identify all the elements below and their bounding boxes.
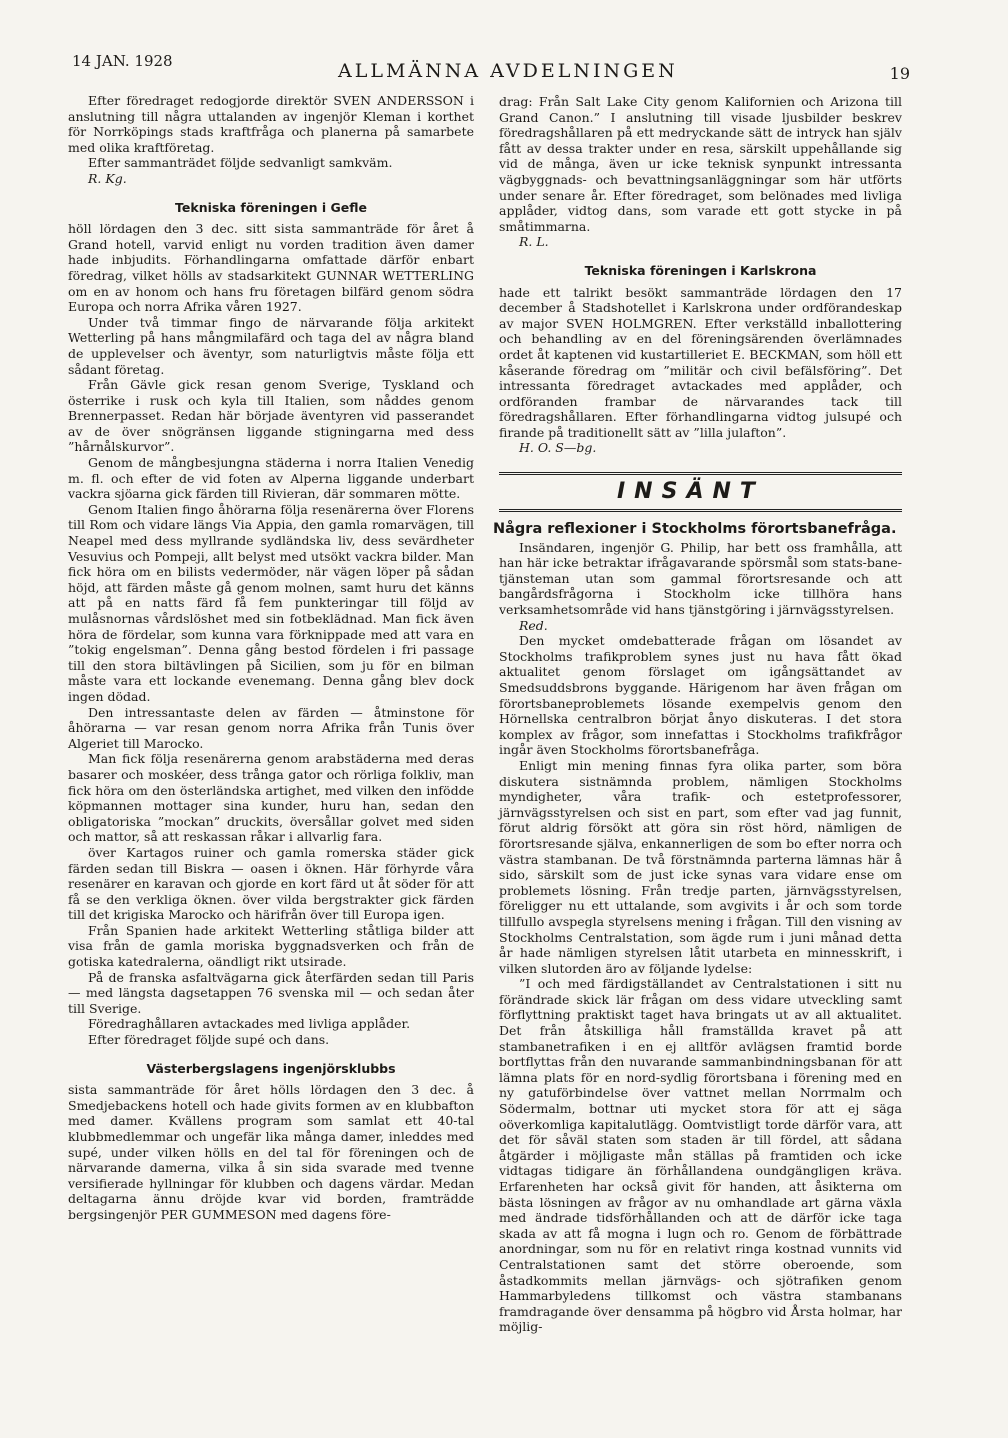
paragraph: Under två timmar fingo de närvarande följa arkitekt Wetterling på hans mångmilafärd och taga del av några bland de upplevelser och äventyr, som naturligtvis måste följa ett sådant företag.: [68, 314, 474, 377]
page-date: 14 JAN. 1928: [72, 52, 173, 70]
right-column: [493, 94, 902, 1335]
paragraph: Insändaren, ingenjör G. Philip, har bett oss framhålla, att han här icke betraktar ifrågavarande spörsmål som stats-bane-tjänsteman utan som gammal förortsresande och att bangårdsfrågorna i Stockholm icke tillhöra hans verksamhetsområde vid hans tjänstgöring i järnvägsstyrelsen.: [499, 539, 902, 618]
paragraph: På de franska asfaltvägarna gick återfärden sedan till Paris — med längsta dagsetappen 76 svenska mil — och sedan åter till Sverige.: [68, 969, 474, 1016]
paragraph: ”I och med färdigställandet av Centralstationen i sitt nu förändrade skick lär frågan om dess vidare utveckling samt förflyttning praktiskt taget hava bringats ut av all aktualitet. Det från åtskilliga håll framställda kravet på att stambanetrafiken i en ej alltför avlägsen framtid borde bortflyttas från den nuvarande sammanbindningsbanan för att lämna plats för en nord-sydlig förortsbana i förening med en ny gatuförbindelse över vattnet mellan Norrmalm och Södermalm, bottnar uti mycket stora för att ej säga oöverkomliga kapitalutlägg. Oomtvistligt torde därför vara, att det för såväl staten som staden är till fördel, att sådana åtgärder i möjligaste mån ställas på framtiden och icke vidtagas tidigare än förhållandena oundgängligen kräva. Erfarenheten har också givit för handen, att åsikterna om bästa lösningen av frågor av nu omhandlade art gärna växla med ändrade tidsförhållanden och att de därför icke taga skada av att få mogna i lugn och ro. Genom de förbättrade anordningar, som nu för en relativt ringa kostnad vunnits vid Centralstationen samt det större oberoende, som åstadkommits mellan järnvägs- och sjötrafiken genom Hammarbyledens tillkomst och västra stambanans framdragande över densamma på högbro vid Årsta holmar, har möjlig-: [499, 976, 902, 1335]
paragraph: Efter föredraget redogjorde direktör SVEN ANDERSSON i anslutning till några uttalanden av ingenjör Kleman i korthet för Norrköpings stads kraftfråga och planerna på samarbete med olika kraftföretag.: [68, 93, 474, 155]
paragraph: höll lördagen den 3 dec. sitt sista sammanträde för året å Grand hotell, varvid enligt nu vorden tradition även damer hade inbjudits. Förhandlingarna omfattade därför enbart föredrag, vilket hölls av stadsarkitekt GUNNAR WETTERLING om en av honom och hans fru företagen bilfärd genom södra Europa och norra Afrika våren 1927.: [68, 221, 474, 315]
page-number: 19: [889, 64, 910, 83]
paragraph: Genom Italien fingo åhörarna följa resenärerna över Florens till Rom och vidare längs Via Appia, den gamla romarvägen, till Neapel med dess myllrande sydländska liv, dess sevärdheter Vesuvius och Pompeji, allt belyst med utsökt vackra bilder. Man fick höra om en bilists vedermöder, när vägen löper på sådan höjd, att färden måste gå genom molnen, samt huru det känns att på en natts färd få fem punkteringar till följd av mulåsnornas vårdslöshet med sin fotbeklädnad. Man fick även höra de fördelar, som kunna vara förknippade med att vara en ”tokig engelsman”. Denna gång bestod fördelen i fri passage till den stora biltävlingen på Sicilien, som ju för en bilman måste vara ett lockande evenemang. Denna gång blev dock ingen dödad.: [68, 501, 474, 704]
paragraph: Den mycket omdebatterade frågan om lösandet av Stockholms trafikproblem synes just nu hava fått ökad aktualitet genom förslaget om igångsättandet av Smedsuddsbrons byggande. Härigenom har även frågan om förortsbaneproblemets lösande exempelvis genom den Hörnellska centralbron börjat ånyo diskuteras. I det stora komplex av frågor, som innefattas i Stockholms trafikfrågor ingår även Stockholms förortsbanefråga.: [499, 633, 902, 758]
left-column: [68, 93, 474, 1223]
heading-gefle: Tekniska föreningen i Gefle: [175, 199, 367, 215]
signature: H. O. S—bg.: [519, 440, 597, 456]
heading-karlskrona: Tekniska föreningen i Karlskrona: [584, 262, 817, 278]
paragraph: Från Spanien hade arkitekt Wetterling ståtliga bilder att visa från de gamla moriska byggnadsverken och från de gotiska katedralerna, oändligt rikt utsirade.: [68, 922, 474, 970]
paragraph: sista sammanträde för året hölls lördagen den 3 dec. å Smedjebackens hotell och hade givits formen av en klubbafton med damer. Kvällens program som samlat ett 40-tal klubbmedlemmar och ungefär lika många damer, inleddes med supé, under vilken hölls en del tal för föreningen och de närvarande damerna, vilka å sin sida svarade med tvenne versifierade hyllningar för klubben och dagens värdar. Medan deltagarna ännu dröjde kvar vid borden, framträdde bergsingenjör PER GUMMESON med dagens före-: [68, 1082, 474, 1222]
signature: Red.: [519, 617, 548, 633]
paragraph: Föredraghållaren avtackades med livliga applåder.: [88, 1016, 411, 1032]
insant-title: INSÄNT: [617, 479, 764, 505]
heading-vasterbergslagen: Västerbergslagens ingenjörsklubbs: [146, 1060, 396, 1076]
paragraph: drag: Från Salt Lake City genom Kalifornien och Arizona till Grand Canon.” I anslutning till visade ljusbilder beskrev föredragshållaren på ett medryckande sätt de intryck han själv fått av dessa trakter under en resa, särskilt uppehållande sig vid de många, även ur icke teknisk synpunkt intressanta vägbyggnads- och bevattningsanläggningar som här utförts under senare år. Efter föredraget, som belönades med livliga applåder, vidtog dans, som varade ett gott stycke in på småtimmarna.: [499, 94, 902, 234]
paragraph: Efter föredraget följde supé och dans.: [88, 1032, 330, 1048]
section-title: ALLMÄNNA AVDELNINGEN: [338, 60, 678, 82]
signature: R. Kg.: [88, 170, 127, 186]
paragraph: Genom de mångbesjungna städerna i norra Italien Venedig m. fl. och efter de vid foten av Alperna liggande underbart vackra sjöarna gick färden till Rivieran, där sommaren mötte.: [68, 455, 474, 502]
paragraph: Den intressantaste delen av färden — åtminstone för åhörarna — var resan genom norra Afrika från Tunis över Algeriet till Marocko.: [68, 704, 474, 751]
paragraph: Enligt min mening finnas fyra olika parter, som böra diskutera sistnämnda problem, nämligen Stockholms myndigheter, våra trafik- och estetprofessorer, järnvägsstyrelsen och sist en part, som efter vad jag funnit, förut aldrig försökt att göra sin röst hörd, nämligen de förortsresande själva, enkannerligen de som bo efter norra och västra stambanan. De två förstnämnda parterna lämnas här å sido, särskilt som de just icke synas vara vidare ense om problemets lösning. Från tredje parten, järnvägsstyrelsen, föreligger nu ett uttalande, som avgivits i år och som torde tillfullo avspegla styrelsens mening i frågan. Till den visning av Stockholms Centralstation, som ägde rum i juni månad detta år hade nämligen styrelsen låtit utarbeta en minnesskrift, i vilken slutorden äro av följande lydelse:: [499, 757, 902, 976]
paragraph: Man fick följa resenärerna genom arabstäderna med deras basarer och moskéer, dess trånga gator och rörliga folkliv, man fick höra om den österländska artighet, med vilken den infödde köpmannen mottager sina kunder, huru han, sedan den obligatoriska ”mockan” druckits, översållar golvet med siden och mattor, så att reskassan råkar i allvarlig fara.: [68, 751, 474, 845]
paragraph: hade ett talrikt besökt sammanträde lördagen den 17 december å Stadshotellet i Karlskrona under ordförandeskap av major SVEN HOLMGREN. Efter verkställd inballottering och behandling av en del föreningsärenden överlämnades ordet åt kaptenen vid kustartilleriet E. BECKMAN, som höll ett kåserande föredrag om ”militär och civil befälsföring”. Det intressanta föredraget avtackades med applåder, och ordföranden frambar de närvarandes tack till föredragshållaren. Efter förhandlingarna vidtog julsupé och firande på traditionellt sätt av ”lilla julafton”.: [499, 284, 902, 440]
paragraph: Efter sammanträdet följde sedvanligt samkväm.: [88, 155, 393, 171]
heading-stockholm: Några reflexioner i Stockholms förortsbanefråga.: [493, 521, 897, 538]
paragraph: över Kartagos ruiner och gamla romerska städer gick färden sedan till Biskra — oasen i öknen. Här förhyrde våra resenärer en karavan och gjorde en kort färd ut åt söder för att få se den verkliga öknen. över vilda bergstrakter gick färden till det krigiska Marocko och härifrån över till Europa igen.: [68, 844, 474, 923]
paragraph: Från Gävle gick resan genom Sverige, Tyskland och österrike i rusk och kyla till Italien, som nåddes genom Brennerpasset. Redan här började äventyren vid passerandet av de över snögränsen liggande stigningarna med dess ”hårnålskurvor”.: [68, 377, 474, 455]
insant-banner: [499, 472, 902, 512]
signature: R. L.: [519, 234, 549, 250]
